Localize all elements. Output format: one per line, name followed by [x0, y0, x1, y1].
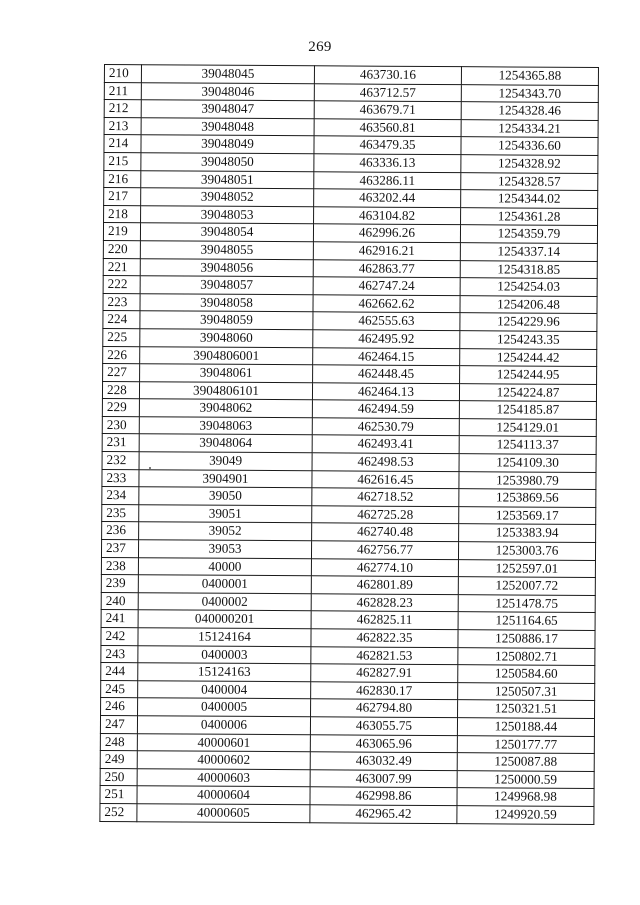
point-id-cell: 3904806101: [139, 381, 312, 400]
point-id-cell: 39048052: [141, 188, 314, 207]
row-index-cell: 247: [100, 715, 137, 733]
y-coordinate-cell: 1254328.57: [461, 172, 598, 190]
y-coordinate-cell: 1254244.95: [460, 366, 597, 384]
y-coordinate-cell: 1254337.14: [460, 243, 597, 261]
y-coordinate-cell: 1254113.37: [459, 436, 596, 454]
y-coordinate-cell: 1250584.60: [458, 665, 595, 683]
y-coordinate-cell: 1254344.02: [461, 190, 598, 208]
x-coordinate-cell: 462495.92: [313, 330, 460, 348]
row-index-cell: 221: [103, 258, 140, 276]
x-coordinate-cell: 462662.62: [313, 295, 460, 313]
row-index-cell: 245: [101, 680, 138, 698]
table-row: [100, 803, 594, 824]
point-id-cell: 39048050: [141, 153, 314, 172]
y-coordinate-cell: 1254206.48: [460, 295, 597, 313]
y-coordinate-cell: 1253003.76: [458, 542, 595, 560]
point-id-cell: 39050: [139, 487, 312, 506]
x-coordinate-cell: 463336.13: [314, 154, 461, 172]
point-id-cell: 39052: [139, 522, 312, 541]
point-id-cell: 0400006: [137, 716, 310, 735]
row-index-cell: 228: [102, 381, 139, 399]
row-index-cell: 250: [100, 768, 137, 786]
x-coordinate-cell: 463730.16: [314, 66, 461, 84]
row-index-cell: 222: [103, 276, 140, 294]
point-id-cell: 39048055: [140, 241, 313, 260]
y-coordinate-cell: 1249920.59: [457, 806, 594, 824]
x-coordinate-cell: 462494.59: [312, 400, 459, 418]
y-coordinate-cell: 1252007.72: [458, 577, 595, 595]
point-id-cell: 15124164: [138, 628, 311, 647]
point-id-cell: 0400002: [138, 593, 311, 612]
point-id-cell: 39048063: [139, 417, 312, 436]
x-coordinate-cell: 462616.45: [312, 470, 459, 488]
point-id-cell: 39048060: [140, 329, 313, 348]
point-id-cell: 0400003: [138, 645, 311, 664]
x-coordinate-cell: 462794.80: [311, 699, 458, 717]
x-coordinate-cell: 462998.86: [310, 787, 457, 805]
y-coordinate-cell: 1253869.56: [459, 489, 596, 507]
x-coordinate-cell: 462747.24: [313, 277, 460, 295]
point-id-cell: 39048049: [141, 135, 314, 154]
y-coordinate-cell: 1254185.87: [459, 401, 596, 419]
y-coordinate-cell: 1251164.65: [458, 612, 595, 630]
x-coordinate-cell: 462801.89: [311, 576, 458, 594]
x-coordinate-cell: 463104.82: [314, 207, 461, 225]
y-coordinate-cell: 1254359.79: [460, 225, 597, 243]
row-index-cell: 225: [103, 328, 140, 346]
x-coordinate-cell: 462825.11: [311, 611, 458, 629]
x-coordinate-cell: 463055.75: [310, 717, 457, 735]
row-index-cell: 215: [104, 152, 141, 170]
point-id-cell: 3904901: [139, 469, 312, 488]
y-coordinate-cell: 1254254.03: [460, 278, 597, 296]
y-coordinate-cell: 1250177.77: [457, 735, 594, 753]
x-coordinate-cell: 462830.17: [311, 682, 458, 700]
row-index-cell: 231: [102, 434, 139, 452]
row-index-cell: 232: [102, 452, 139, 470]
point-id-cell: 40000: [138, 557, 311, 576]
x-coordinate-cell: 462718.52: [312, 488, 459, 506]
x-coordinate-cell: 463479.35: [314, 136, 461, 154]
row-index-cell: 235: [102, 504, 139, 522]
row-index-cell: 226: [103, 346, 140, 364]
point-id-cell: 040000201: [138, 610, 311, 629]
row-index-cell: 211: [104, 82, 141, 100]
point-id-cell: 39051: [139, 505, 312, 524]
x-coordinate-cell: 462756.77: [311, 541, 458, 559]
y-coordinate-cell: 1253383.94: [459, 524, 596, 542]
row-index-cell: 218: [104, 205, 141, 223]
y-coordinate-cell: 1254336.60: [461, 137, 598, 155]
x-coordinate-cell: 462965.42: [310, 805, 457, 823]
point-id-cell: 0400004: [138, 680, 311, 699]
y-coordinate-cell: 1249968.98: [457, 788, 594, 806]
scan-speck: [149, 467, 151, 469]
coordinates-table: [99, 64, 599, 825]
x-coordinate-cell: 463712.57: [314, 83, 461, 101]
x-coordinate-cell: 463032.49: [310, 752, 457, 770]
point-id-cell: 39048053: [141, 205, 314, 224]
row-index-cell: 219: [103, 223, 140, 241]
row-index-cell: 212: [104, 100, 141, 118]
row-index-cell: 223: [103, 293, 140, 311]
point-id-cell: 39048056: [140, 258, 313, 277]
point-id-cell: 39048054: [140, 223, 313, 242]
row-index-cell: 237: [101, 540, 138, 558]
x-coordinate-cell: 462555.63: [313, 312, 460, 330]
row-index-cell: 236: [102, 522, 139, 540]
x-coordinate-cell: 462996.26: [313, 224, 460, 242]
row-index-cell: 252: [100, 803, 137, 821]
point-id-cell: 39048047: [141, 100, 314, 119]
row-index-cell: 234: [102, 487, 139, 505]
point-id-cell: 40000604: [137, 786, 310, 805]
y-coordinate-cell: 1254328.46: [461, 102, 598, 120]
point-id-cell: 39048064: [139, 434, 312, 453]
x-coordinate-cell: 462774.10: [311, 558, 458, 576]
page-number: 269: [308, 39, 332, 55]
row-index-cell: 239: [101, 575, 138, 593]
y-coordinate-cell: 1254328.92: [461, 155, 598, 173]
row-index-cell: 214: [104, 135, 141, 153]
y-coordinate-cell: 1250802.71: [458, 647, 595, 665]
y-coordinate-cell: 1253569.17: [459, 507, 596, 525]
y-coordinate-cell: 1250507.31: [458, 682, 595, 700]
point-id-cell: 0400001: [138, 575, 311, 594]
y-coordinate-cell: 1254244.42: [460, 348, 597, 366]
point-id-cell: 39048062: [139, 399, 312, 418]
x-coordinate-cell: 463286.11: [314, 171, 461, 189]
x-coordinate-cell: 462725.28: [312, 506, 459, 524]
x-coordinate-cell: 462464.13: [312, 382, 459, 400]
x-coordinate-cell: 463007.99: [310, 770, 457, 788]
row-index-cell: 224: [103, 311, 140, 329]
x-coordinate-cell: 463679.71: [314, 101, 461, 119]
x-coordinate-cell: 463560.81: [314, 119, 461, 137]
row-index-cell: 210: [104, 65, 141, 83]
point-id-cell: 40000603: [137, 768, 310, 787]
row-index-cell: 251: [100, 786, 137, 804]
x-coordinate-cell: 462448.45: [313, 365, 460, 383]
y-coordinate-cell: 1250321.51: [458, 700, 595, 718]
y-coordinate-cell: 1250188.44: [457, 718, 594, 736]
y-coordinate-cell: 1250000.59: [457, 770, 594, 788]
x-coordinate-cell: 462464.15: [313, 347, 460, 365]
row-index-cell: 243: [101, 645, 138, 663]
point-id-cell: 39048058: [140, 293, 313, 312]
y-coordinate-cell: 1251478.75: [458, 594, 595, 612]
y-coordinate-cell: 1254229.96: [460, 313, 597, 331]
point-id-cell: 39048046: [141, 82, 314, 101]
x-coordinate-cell: 462863.77: [313, 259, 460, 277]
y-coordinate-cell: 1254109.30: [459, 454, 596, 472]
y-coordinate-cell: 1254365.88: [461, 67, 598, 85]
row-index-cell: 227: [103, 364, 140, 382]
point-id-cell: 39048061: [140, 364, 313, 383]
x-coordinate-cell: 462916.21: [313, 242, 460, 260]
y-coordinate-cell: 1250886.17: [458, 630, 595, 648]
row-index-cell: 249: [100, 751, 137, 769]
point-id-cell: 39048051: [141, 170, 314, 189]
row-index-cell: 229: [102, 399, 139, 417]
point-id-cell: 15124163: [138, 663, 311, 682]
y-coordinate-cell: 1254224.87: [459, 383, 596, 401]
y-coordinate-cell: 1254243.35: [460, 331, 597, 349]
point-id-cell: 39048057: [140, 276, 313, 295]
x-coordinate-cell: 462828.23: [311, 594, 458, 612]
point-id-cell: 39048059: [140, 311, 313, 330]
x-coordinate-cell: 462822.35: [311, 629, 458, 647]
row-index-cell: 242: [101, 627, 138, 645]
y-coordinate-cell: 1254361.28: [461, 207, 598, 225]
row-index-cell: 246: [101, 698, 138, 716]
row-index-cell: 217: [104, 188, 141, 206]
x-coordinate-cell: 462740.48: [312, 523, 459, 541]
point-id-cell: 39048045: [141, 65, 314, 84]
y-coordinate-cell: 1254129.01: [459, 419, 596, 437]
x-coordinate-cell: 462530.79: [312, 418, 459, 436]
point-id-cell: 40000602: [137, 751, 310, 770]
point-id-cell: 39048048: [141, 118, 314, 137]
point-id-cell: 0400005: [138, 698, 311, 717]
row-index-cell: 213: [104, 117, 141, 135]
y-coordinate-cell: 1254343.70: [461, 84, 598, 102]
point-id-cell: 39049: [139, 452, 312, 471]
point-id-cell: 39053: [138, 540, 311, 559]
x-coordinate-cell: 463065.96: [310, 734, 457, 752]
x-coordinate-cell: 462493.41: [312, 435, 459, 453]
y-coordinate-cell: 1250087.88: [457, 753, 594, 771]
x-coordinate-cell: 462827.91: [311, 664, 458, 682]
row-index-cell: 240: [101, 592, 138, 610]
row-index-cell: 244: [101, 663, 138, 681]
y-coordinate-cell: 1254318.85: [460, 260, 597, 278]
y-coordinate-cell: 1252597.01: [458, 559, 595, 577]
row-index-cell: 241: [101, 610, 138, 628]
x-coordinate-cell: 462498.53: [312, 453, 459, 471]
row-index-cell: 216: [104, 170, 141, 188]
row-index-cell: 230: [102, 416, 139, 434]
x-coordinate-cell: 462821.53: [311, 646, 458, 664]
point-id-cell: 40000601: [137, 733, 310, 752]
y-coordinate-cell: 1254334.21: [461, 119, 598, 137]
point-id-cell: 40000605: [137, 804, 310, 823]
row-index-cell: 233: [102, 469, 139, 487]
y-coordinate-cell: 1253980.79: [459, 471, 596, 489]
coordinates-table-body: [100, 65, 599, 825]
row-index-cell: 238: [101, 557, 138, 575]
x-coordinate-cell: 463202.44: [314, 189, 461, 207]
row-index-cell: 220: [103, 240, 140, 258]
row-index-cell: 248: [100, 733, 137, 751]
point-id-cell: 3904806001: [140, 346, 313, 365]
